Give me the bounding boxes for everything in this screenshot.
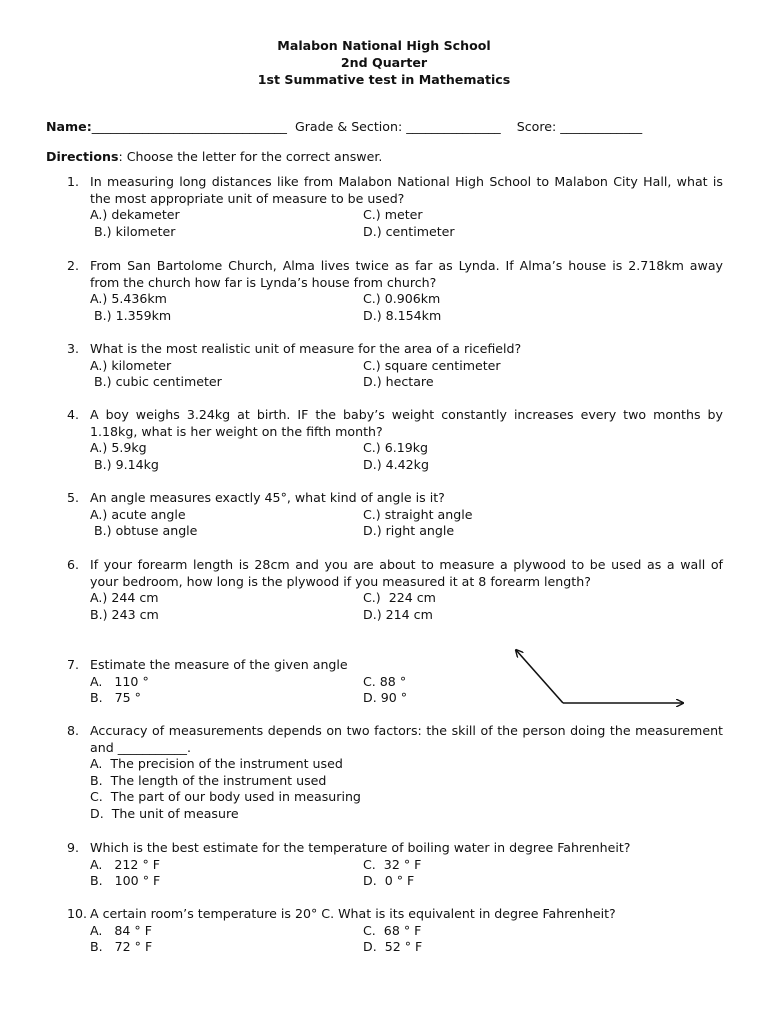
choice-a: A. 110 ° <box>90 673 149 689</box>
choices <box>90 207 723 240</box>
choice-b: B. 100 ° F <box>90 873 161 889</box>
question-number: 8. <box>67 723 80 738</box>
choice-d: D.) 8.154km <box>363 307 442 323</box>
question-number: 2. <box>67 258 80 273</box>
choice-d: D.) hectare <box>363 374 434 390</box>
choice-d: D. 0 ° F <box>363 873 415 889</box>
choice-a: A.) acute angle <box>90 506 186 522</box>
choice-c: C.) 0.906km <box>363 291 441 307</box>
question-number: 5. <box>67 490 80 505</box>
choice-c: C.) square centimeter <box>363 357 501 373</box>
question-number: 7. <box>67 657 80 672</box>
question-1 <box>67 174 723 240</box>
question-stem: Accuracy of measurements depends on two factors: the skill of the person doing the measurement and ___________. <box>90 723 723 755</box>
question-9 <box>67 840 723 890</box>
name-label: Name: <box>46 119 92 134</box>
question-stem: Which is the best estimate for the temperature of boiling water in degree Fahrenheit? <box>90 840 631 855</box>
question-stem: An angle measures exactly 45°, what kind of angle is it? <box>90 490 445 505</box>
choices <box>90 507 723 540</box>
question-stem: A certain room’s temperature is 20° C. What is its equivalent in degree Fahrenheit? <box>90 906 616 921</box>
choices <box>90 358 723 391</box>
score-label: Score: <box>516 119 557 134</box>
directions-text: : Choose the letter for the correct answer. <box>118 149 383 164</box>
question-stem: Estimate the measure of the given angle <box>90 657 348 672</box>
question-3 <box>67 341 723 391</box>
choice-b: B. 75 ° <box>90 690 141 706</box>
choice-b: B. 72 ° F <box>90 939 153 955</box>
choice-a: A.) kilometer <box>90 357 172 373</box>
choice-c: C. 32 ° F <box>363 856 422 872</box>
choice-a: A.) dekameter <box>90 207 180 223</box>
choice-b: B.) 243 cm <box>90 606 159 622</box>
angle-diagram <box>505 640 695 720</box>
choice-d: D. The unit of measure <box>90 805 239 821</box>
choice-b: B.) 1.359km <box>90 307 172 323</box>
choice-a: A. 212 ° F <box>90 856 160 872</box>
quarter-label: 2nd Quarter <box>340 55 428 70</box>
choice-a: A.) 244 cm <box>90 590 159 606</box>
choice-c: C. The part of our body used in measuring <box>90 789 361 805</box>
question-5 <box>67 490 723 540</box>
question-2 <box>67 258 723 324</box>
angle-ray-upper <box>516 650 563 703</box>
choices <box>90 291 723 324</box>
choice-c: C. 68 ° F <box>363 922 422 938</box>
choices <box>90 590 723 623</box>
choice-b: B. The length of the instrument used <box>90 772 327 788</box>
question-number: 4. <box>67 407 80 422</box>
choice-d: D. 90 ° <box>363 690 408 706</box>
choice-b: B.) obtuse angle <box>90 523 198 539</box>
choice-b: B.) kilometer <box>90 223 176 239</box>
question-10 <box>67 906 723 956</box>
choice-a: A. 84 ° F <box>90 922 152 938</box>
question-stem: If your forearm length is 28cm and you are about to measure a plywood to be used as a wall of your bedroom, how long is the plywood if you measured it at 8 forearm length? <box>90 557 723 589</box>
choice-a: A.) 5.9kg <box>90 440 147 456</box>
question-stem: From San Bartolome Church, Alma lives twice as far as Lynda. If Alma’s house is 2.718km away from the church how far is Lynda’s house from church? <box>90 258 723 290</box>
question-stem: What is the most realistic unit of measure for the area of a ricefield? <box>90 341 522 356</box>
choice-b: B.) 9.14kg <box>90 456 159 472</box>
choice-d: D.) right angle <box>363 523 455 539</box>
choice-c: C.) straight angle <box>363 506 473 522</box>
question-number: 10. <box>67 906 88 921</box>
choices <box>90 923 723 956</box>
choice-a: A. The precision of the instrument used <box>90 756 343 772</box>
directions <box>46 149 382 164</box>
directions-label: Directions <box>46 149 119 164</box>
question-6 <box>67 557 723 623</box>
document-header <box>0 37 768 88</box>
choice-c: C. 88 ° <box>363 673 407 689</box>
question-4 <box>67 407 723 473</box>
choice-d: D. 52 ° F <box>363 939 423 955</box>
test-title: 1st Summative test in Mathematics <box>257 72 511 87</box>
student-info-line <box>46 119 726 134</box>
question-number: 6. <box>67 557 80 572</box>
question-number: 3. <box>67 341 80 356</box>
choice-c: C.) 224 cm <box>363 590 436 606</box>
choices <box>90 440 723 473</box>
choices <box>90 857 723 890</box>
grade-section-blank: _______________ <box>406 119 501 134</box>
grade-section-label: Grade & Section: <box>294 119 403 134</box>
choice-a: A.) 5.436km <box>90 291 167 307</box>
question-number: 1. <box>67 174 80 189</box>
question-8 <box>67 723 723 823</box>
name-blank: _______________________________ <box>91 119 287 134</box>
choice-d: D.) centimeter <box>363 223 455 239</box>
choice-d: D.) 4.42kg <box>363 456 429 472</box>
score-blank: _____________ <box>560 119 643 134</box>
question-stem: In measuring long distances like from Malabon National High School to Malabon City Hall, what is the most appropriate unit of measure to be used? <box>90 174 723 206</box>
choice-b: B.) cubic centimeter <box>90 374 222 390</box>
choice-c: C.) meter <box>363 207 423 223</box>
question-number: 9. <box>67 840 80 855</box>
choice-c: C.) 6.19kg <box>363 440 429 456</box>
choice-d: D.) 214 cm <box>363 606 433 622</box>
school-name: Malabon National High School <box>277 38 491 53</box>
choices <box>90 756 723 822</box>
question-stem: A boy weighs 3.24kg at birth. IF the baby’s weight constantly increases every two months by 1.18kg, what is her weight on the fifth month? <box>90 407 723 439</box>
